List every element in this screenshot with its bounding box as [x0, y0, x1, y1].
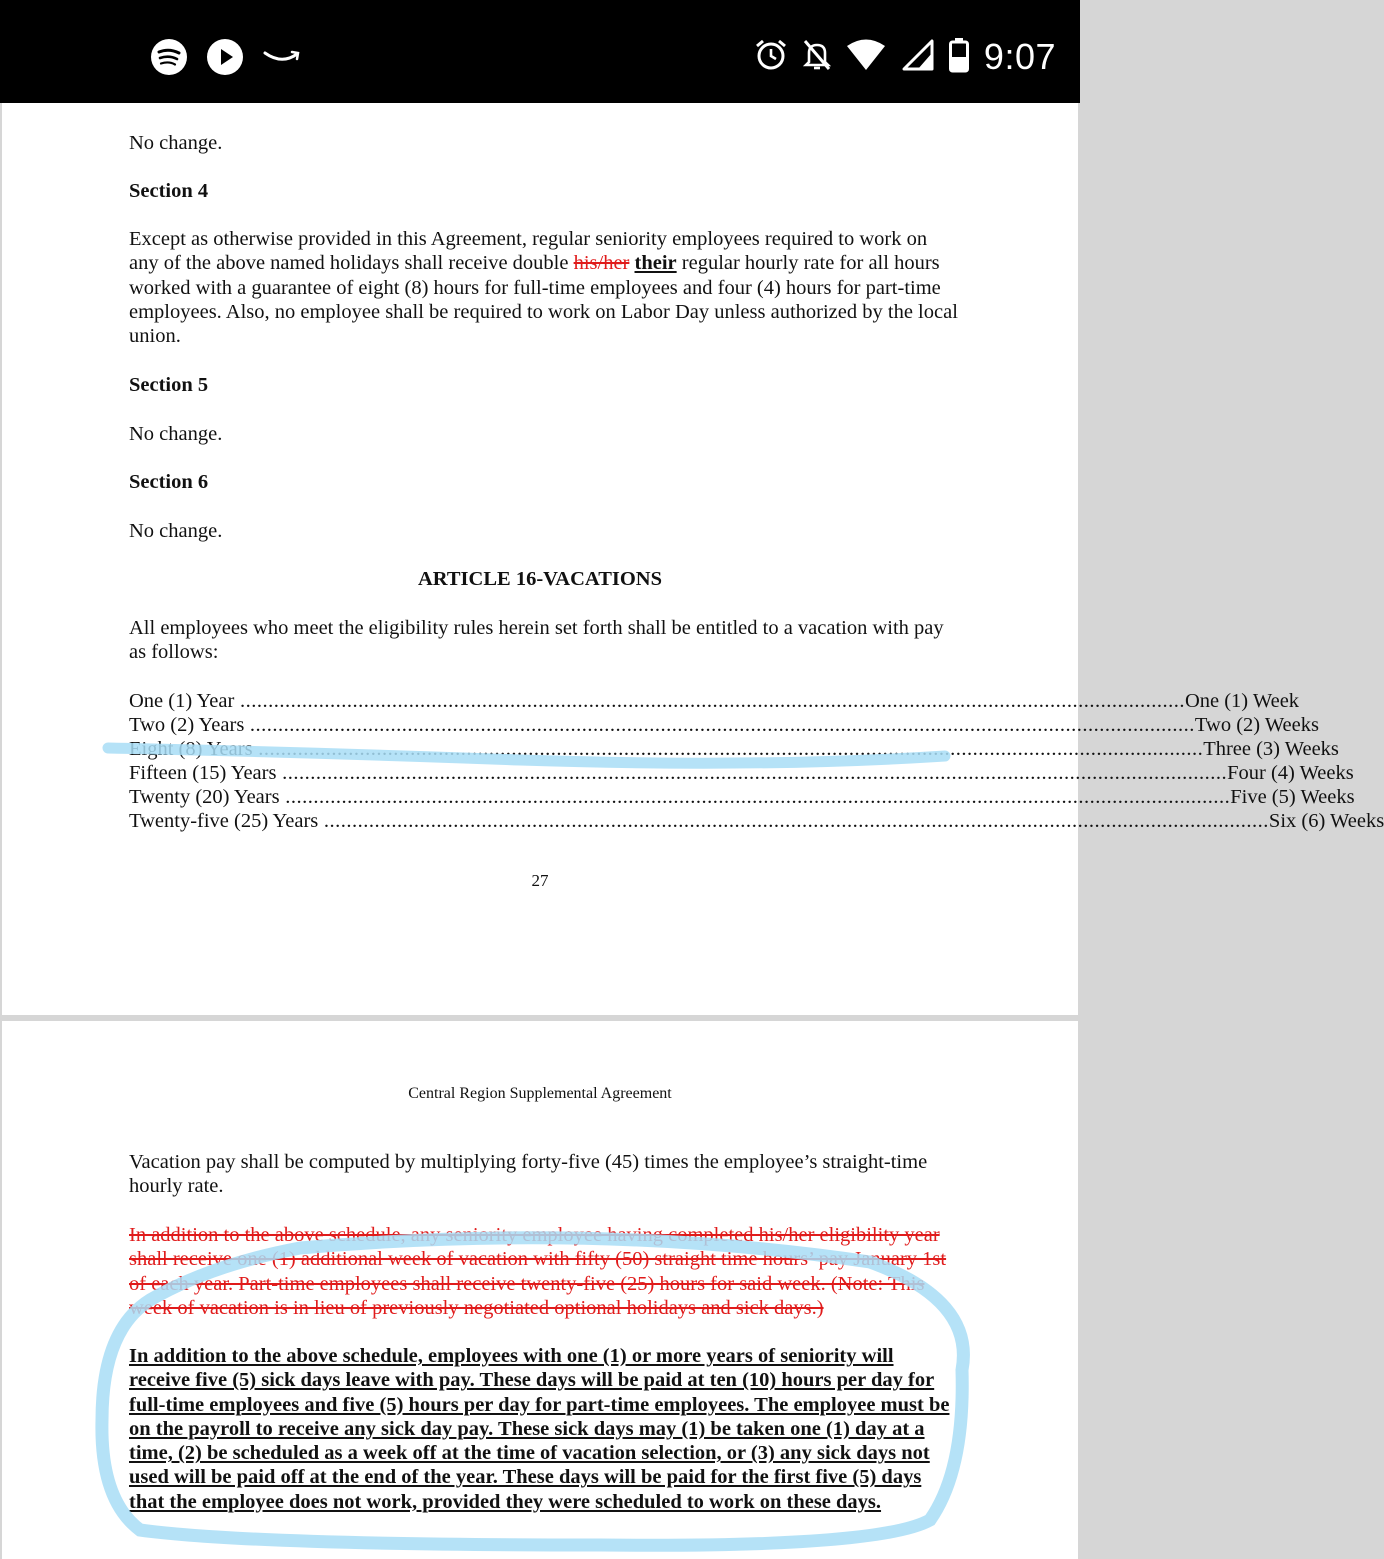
leader-dots: ........................................................................................................................................................................	[318, 810, 1269, 832]
vacation-row	[129, 761, 1354, 785]
vacation-row	[129, 785, 1355, 809]
page-header: Central Region Supplemental Agreement	[408, 1085, 672, 1102]
leader-dots: ........................................................................................................................................................................	[234, 690, 1185, 712]
section-4-paragraph	[129, 227, 959, 348]
deleted-paragraph: In addition to the above schedule, any seniority employee having completed his/her eligibility year shall receive one (1) additional week of vacation with fifty (50) straight time hours’ pay January 1st of each year. Part-time employees shall receive twenty-five (25) hours for said week. (Note: This week of vacation is in lieu of previously negotiated optional holidays and sick days.)	[129, 1224, 947, 1319]
vacation-row	[129, 809, 1384, 833]
no-change-text: No change.	[129, 132, 223, 154]
service-length: Twenty (20) Years	[129, 786, 280, 808]
service-length: Two (2) Years	[129, 714, 245, 736]
vacation-length: Five (5) Weeks	[1230, 786, 1355, 808]
service-length: Fifteen (15) Years	[129, 762, 277, 784]
section-6-heading: Section 6	[129, 471, 209, 493]
page-number: 27	[531, 871, 549, 890]
leader-dots: ........................................................................................................................................................................	[276, 762, 1228, 784]
section-4-heading: Section 4	[129, 180, 209, 202]
vacation-row	[129, 713, 1319, 737]
vacation-row-highlighted	[129, 737, 1339, 761]
service-length: One (1) Year	[129, 690, 235, 712]
spotify-icon	[150, 38, 188, 81]
vacation-length: Six (6) Weeks	[1268, 810, 1384, 832]
leader-dots: ........................................................................................................................................................................	[244, 714, 1195, 736]
signal-icon	[900, 39, 934, 76]
document-page-28[interactable]	[2, 1021, 1078, 1559]
notifications-off-icon	[802, 38, 832, 77]
inserted-paragraph: In addition to the above schedule, employees with one (1) or more years of seniority will receive five (5) sick days leave with pay. These days will be paid at ten (10) hours per day for full-time employees and five (5) hours per day for part-time employees. The employee must be on the payroll to receive any sick day pay. These sick days may (1) be taken one (1) day at a time, (2) be scheduled as a week off at the time of vacation selection, or (3) any sick days not used will be paid off at the end of the year. These days will be paid for the first five (5) days that the employee does not work, provided they were scheduled to work on these days.	[129, 1345, 950, 1513]
status-bar	[0, 0, 1080, 103]
inserted-text: their	[634, 252, 677, 275]
deleted-text: his/her	[573, 252, 630, 275]
vacation-intro: All employees who meet the eligibility rules herein set forth shall be entitled to a vacation with pay as follows:	[129, 617, 944, 664]
play-icon	[206, 38, 244, 81]
document-page-27[interactable]	[2, 103, 1384, 1015]
service-length: Eight (8) Years	[129, 738, 253, 760]
vacation-length: One (1) Week	[1184, 690, 1300, 712]
amazon-icon	[262, 45, 302, 74]
system-icons	[754, 36, 1056, 78]
no-change-text: No change.	[129, 520, 223, 542]
leader-dots: ........................................................................................................................................................................	[252, 738, 1204, 760]
vacation-length: Two (2) Weeks	[1194, 714, 1319, 736]
alarm-icon	[754, 38, 788, 77]
vacation-length: Four (4) Weeks	[1227, 762, 1354, 784]
article-16-title: ARTICLE 16-VACATIONS	[418, 568, 662, 590]
vacation-length: Three (3) Weeks	[1203, 738, 1339, 760]
no-change-text: No change.	[129, 423, 223, 445]
wifi-icon	[846, 39, 886, 76]
battery-icon	[948, 37, 970, 78]
section-5-heading: Section 5	[129, 374, 209, 396]
leader-dots: ........................................................................................................................................................................	[279, 786, 1231, 808]
notification-icons	[150, 38, 302, 81]
vacation-row	[129, 689, 1300, 713]
section-4-text-part-a: Except as otherwise provided in this Agreement, regular seniority employees required to work on any of the above named holidays shall receive double	[129, 228, 928, 275]
vacation-pay-paragraph: Vacation pay shall be computed by multiplying forty-five (45) times the employee’s straight-time hourly rate.	[129, 1151, 928, 1198]
service-length: Twenty-five (25) Years	[129, 810, 319, 832]
section-4-text-part-b: regular hourly rate for all hours worked with a guarantee of eight (8) hours for full-time employees and four (4) hours for part-time employees. Also, no employee shall be required to work on Labor Day unless authorized by the local union.	[129, 252, 958, 348]
clock: 9:07	[983, 36, 1056, 77]
